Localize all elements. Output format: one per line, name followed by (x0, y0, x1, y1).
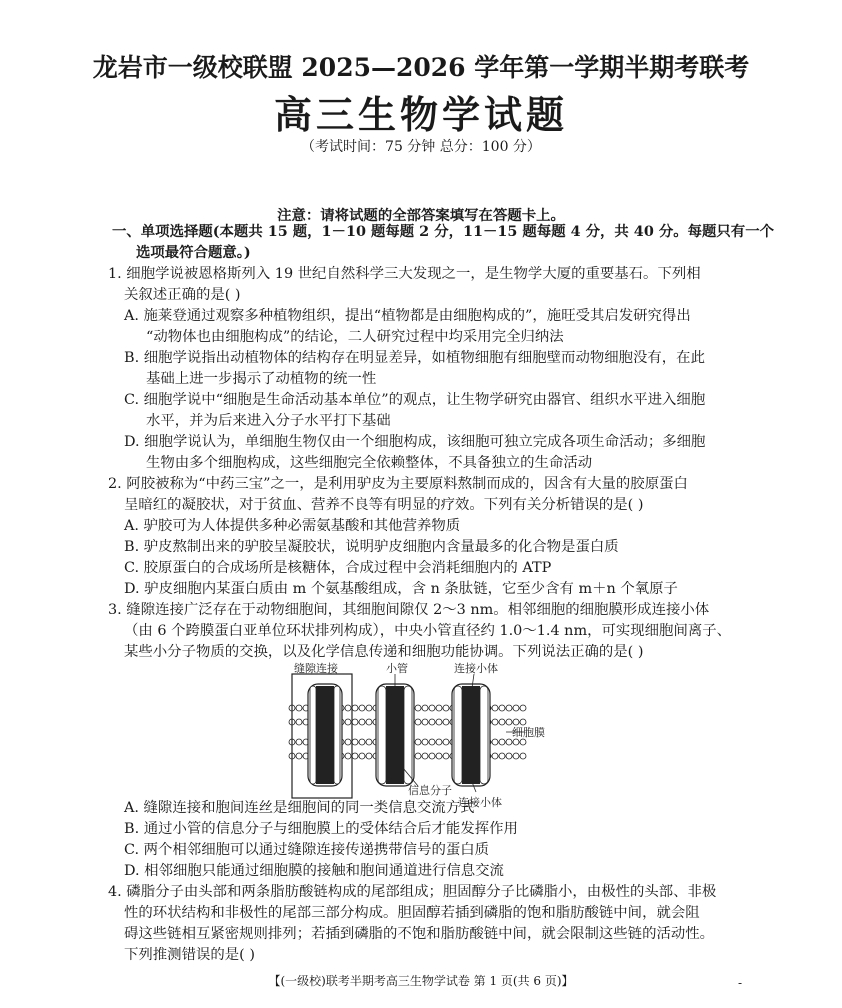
q3-option-b: B. 通过小管的信息分子与细胞膜上的受体结合后才能发挥作用 (124, 821, 518, 837)
phospholipid-head (520, 719, 526, 725)
q3-stem-line2: （由 6 个跨膜蛋白亚单位环状排列构成），中央小管直径约 1.0～1.4 nm，可实现细胞间离子、 (124, 623, 732, 639)
label-gap-junction: 缝隙连接 (294, 662, 338, 675)
q1-stem-line2: 关叙述正确的是( ) (124, 287, 241, 303)
phospholipid-head (513, 739, 519, 745)
phospholipid-head (492, 739, 498, 745)
phospholipid-head (422, 753, 428, 759)
phospholipid-head (436, 739, 442, 745)
label-tube: 小管 (386, 662, 408, 675)
phospholipid-head (520, 705, 526, 711)
page-footer: 【(一级校)联考半期考高三生物学试卷 第 1 页(共 6 页)】 (268, 974, 574, 988)
q4-stem-line4: 下列推测错误的是( ) (124, 947, 255, 963)
section-title-line2: 选项最符合题意。) (136, 244, 251, 261)
phospholipid-head (352, 719, 358, 725)
phospholipid-head (513, 705, 519, 711)
phospholipid-head (359, 753, 365, 759)
phospholipid-head (429, 719, 435, 725)
phospholipid-head (352, 705, 358, 711)
exam-union-title: 龙岩市一级校联盟 2025—2026 学年第一学期半期考联考 (92, 53, 750, 82)
gap-junction-diagram (288, 662, 550, 808)
phospholipid-head (436, 705, 442, 711)
phospholipid-head (422, 719, 428, 725)
exam-time-score: （考试时间：75 分钟 总分：100 分） (301, 139, 541, 155)
phospholipid-head (366, 705, 372, 711)
q2-option-a: A. 驴胶可为人体提供多种必需氨基酸和其他营养物质 (124, 518, 461, 534)
answer-notice: 注意：请将试题的全部答案填写在答题卡上。 (277, 207, 565, 224)
phospholipid-head (415, 739, 421, 745)
q2-stem-line1: 2. 阿胶被称为“中药三宝”之一，是利用驴皮为主要原料熬制而成的，因含有大量的胶原蛋白 (108, 476, 688, 492)
phospholipid-head (436, 753, 442, 759)
phospholipid-head (429, 705, 435, 711)
phospholipid-head (443, 719, 449, 725)
label-signal-molecule: 信息分子 (408, 784, 452, 797)
phospholipid-head (506, 719, 512, 725)
phospholipid-head (415, 705, 421, 711)
phospholipid-head (296, 719, 302, 725)
phospholipid-head (366, 719, 372, 725)
q1-stem-line1: 1. 细胞学说被恩格斯列入 19 世纪自然科学三大发现之一，是生物学大厦的重要基石。下列相 (108, 266, 701, 282)
phospholipid-head (499, 739, 505, 745)
phospholipid-head (520, 739, 526, 745)
phospholipid-head (415, 753, 421, 759)
phospholipid-head (499, 705, 505, 711)
q3-stem-line3: 某些小分子物质的交换，以及化学信息传递和细胞功能协调。下列说法正确的是( ) (124, 644, 644, 660)
phospholipid-head (499, 719, 505, 725)
phospholipid-head (443, 739, 449, 745)
phospholipid-head (422, 739, 428, 745)
phospholipid-head (359, 739, 365, 745)
q1-option-c-line2: 水平，并为后来进入分子水平打下基础 (146, 413, 391, 429)
label-connexon-bottom: 连接小体 (458, 796, 502, 808)
phospholipid-head (499, 753, 505, 759)
phospholipid-head (352, 753, 358, 759)
q1-option-c-line1: C. 细胞学说中“细胞是生命活动基本单位”的观点，让生物学研究由器官、组织水平进入细胞 (124, 392, 706, 408)
phospholipid-head (415, 719, 421, 725)
phospholipid-head (345, 719, 351, 725)
q3-option-c: C. 两个相邻细胞可以通过缝隙连接传递携带信号的蛋白质 (124, 842, 490, 858)
phospholipid-head (492, 705, 498, 711)
q2-option-d: D. 驴皮细胞内某蛋白质由 m 个氨基酸组成，含 n 条肽链，它至少含有 m＋n 个氧原子 (124, 581, 678, 597)
q2-option-b: B. 驴皮熬制出来的驴胶呈凝胶状，说明驴皮细胞内含量最多的化合物是蛋白质 (124, 539, 619, 555)
phospholipid-head (506, 753, 512, 759)
phospholipid-head (366, 739, 372, 745)
q3-option-d: D. 相邻细胞只能通过细胞膜的接触和胞间通道进行信息交流 (124, 863, 504, 879)
q4-stem-line2: 性的环状结构和非极性的尾部三部分构成。胆固醇若插到磷脂的饱和脂肪酸链中间，就会阻 (124, 905, 700, 921)
phospholipid-head (422, 705, 428, 711)
exam-subject-title: 高三生物学试题 (273, 92, 568, 137)
connexon-3 (452, 684, 490, 786)
q1-option-a-line1: A. 施莱登通过观察多种植物组织，提出“植物都是由细胞构成的”，施旺受其启发研究得出 (124, 308, 691, 324)
phospholipid-head (352, 739, 358, 745)
phospholipid-head (506, 739, 512, 745)
phospholipid-head (429, 739, 435, 745)
phospholipid-head (296, 753, 302, 759)
phospholipid-head (345, 705, 351, 711)
phospholipid-head (345, 753, 351, 759)
phospholipid-head (492, 753, 498, 759)
q3-stem-line1: 3. 缝隙连接广泛存在于动物细胞间，其细胞间隙仅 2～3 nm。相邻细胞的细胞膜形成连接小体 (108, 602, 710, 618)
q3-option-a: A. 缝隙连接和胞间连丝是细胞间的同一类信息交流方式 (124, 800, 475, 816)
q1-option-b-line2: 基础上进一步揭示了动植物的统一性 (146, 371, 377, 387)
q4-stem-line1: 4. 磷脂分子由头部和两条脂肪酸链构成的尾部组成；胆固醇分子比磷脂小，由极性的头部、非极 (108, 884, 717, 900)
footer-mark: - (738, 976, 743, 990)
label-connexon-top: 连接小体 (454, 662, 498, 675)
q1-option-a-line2: “动物体也由细胞构成”的结论，二人研究过程中均采用完全归纳法 (146, 329, 564, 345)
phospholipid-head (520, 753, 526, 759)
q4-stem-line3: 碍这些链相互紧密规则排列；若插到磷脂的不饱和脂肪酸链中间，就会限制这些链的活动性。 (124, 926, 715, 942)
phospholipid-head (429, 753, 435, 759)
phospholipid-head (443, 753, 449, 759)
phospholipid-head (443, 705, 449, 711)
phospholipid-head (359, 719, 365, 725)
phospholipid-head (506, 705, 512, 711)
phospholipid-head (296, 705, 302, 711)
connexon-1 (308, 684, 342, 786)
label-cell-membrane: 细胞膜 (512, 726, 545, 739)
phospholipid-head (296, 739, 302, 745)
connexon-2 (376, 684, 414, 786)
phospholipid-head (436, 719, 442, 725)
phospholipid-head (345, 739, 351, 745)
section-title-line1: 一、单项选择题(本题共 15 题，1－10 题每题 2 分，11－15 题每题 4 分，共 40 分。每题只有一个 (112, 223, 774, 240)
phospholipid-head (359, 705, 365, 711)
q1-option-b-line1: B. 细胞学说指出动植物体的结构存在明显差异，如植物细胞有细胞壁而动物细胞没有，在此 (124, 350, 705, 366)
phospholipid-head (513, 719, 519, 725)
q2-option-c: C. 胶原蛋白的合成场所是核糖体，合成过程中会消耗细胞内的 ATP (124, 560, 552, 576)
q1-option-d-line2: 生物由多个细胞构成，这些细胞完全依赖整体，不具备独立的生命活动 (146, 455, 593, 471)
phospholipid-head (513, 753, 519, 759)
q1-option-d-line1: D. 细胞学说认为，单细胞生物仅由一个细胞构成，该细胞可独立完成各项生命活动；多细胞 (124, 434, 706, 450)
q2-stem-line2: 呈暗红的凝胶状，对于贫血、营养不良等有明显的疗效。下列有关分析错误的是( ) (124, 497, 644, 513)
phospholipid-head (492, 719, 498, 725)
phospholipid-head (366, 753, 372, 759)
